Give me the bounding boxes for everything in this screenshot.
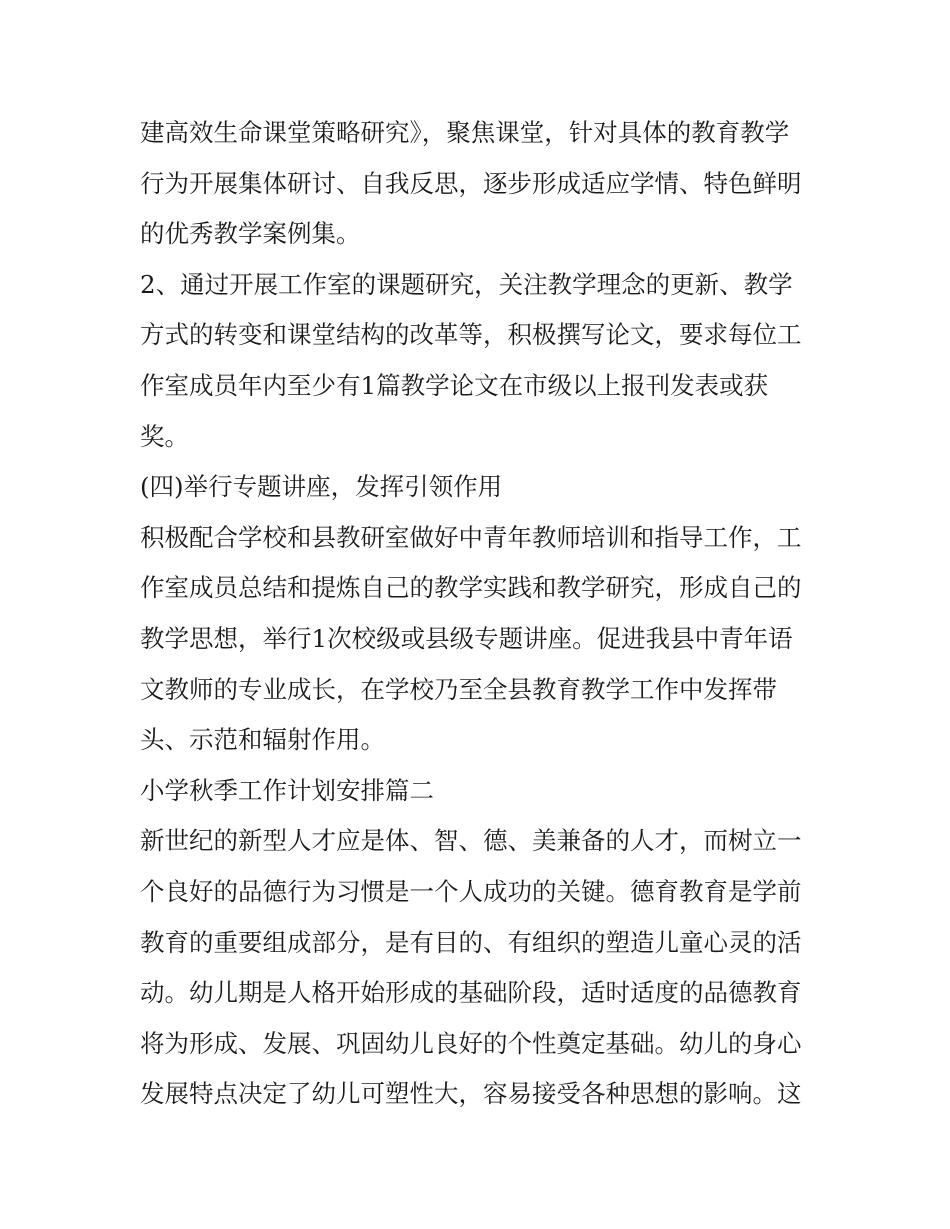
text-line: 教育的重要组成部分，是有目的、有组织的塑造儿童心灵的活: [140, 927, 802, 957]
text-line: 积极配合学校和县教研室做好中青年教师培训和指导工作，工: [140, 522, 802, 552]
text-line: 新世纪的新型人才应是体、智、德、美兼备的人才，而树立一: [140, 826, 802, 856]
text-line: 个良好的品德行为习惯是一个人成功的关键。德育教育是学前: [140, 876, 802, 906]
text-line: 动。幼儿期是人格开始形成的基础阶段，适时适度的品德教育: [140, 978, 802, 1008]
text-line: 2、通过开展工作室的课题研究，关注教学理念的更新、教学: [140, 269, 793, 299]
text-line: 方式的转变和课堂结构的改革等，积极撰写论文，要求每位工: [140, 320, 802, 350]
text-line: 文教师的专业成长，在学校乃至全县教育教学工作中发挥带: [140, 674, 777, 704]
document-body: [140, 108, 812, 1120]
text-line: 建高效生命课堂策略研究》，聚焦课堂，针对具体的教育教学: [140, 118, 790, 147]
text-line: 的优秀教学案例集。: [140, 219, 361, 249]
text-line: 将为形成、发展、巩固幼儿良好的个性奠定基础。幼儿的身心: [140, 1028, 802, 1058]
article-title: 小学秋季工作计划安排篇二: [140, 775, 434, 805]
text-line: 头、示范和辐射作用。: [140, 725, 385, 755]
text-line: 发展特点决定了幼儿可塑性大，容易接受各种思想的影响。这: [140, 1079, 802, 1109]
text-line: 作室成员年内至少有1篇教学论文在市级以上报刊发表或获: [140, 370, 769, 400]
section-heading: (四)举行专题讲座，发挥引领作用: [140, 472, 503, 502]
text-line: 作室成员总结和提炼自己的教学实践和教学研究，形成自己的: [140, 573, 802, 603]
text-line: 奖。: [140, 421, 189, 451]
text-line: 教学思想，举行1次校级或县级专题讲座。促进我县中青年语: [140, 623, 793, 653]
text-line: 行为开展集体研讨、自我反思，逐步形成适应学情、特色鲜明: [140, 168, 802, 198]
